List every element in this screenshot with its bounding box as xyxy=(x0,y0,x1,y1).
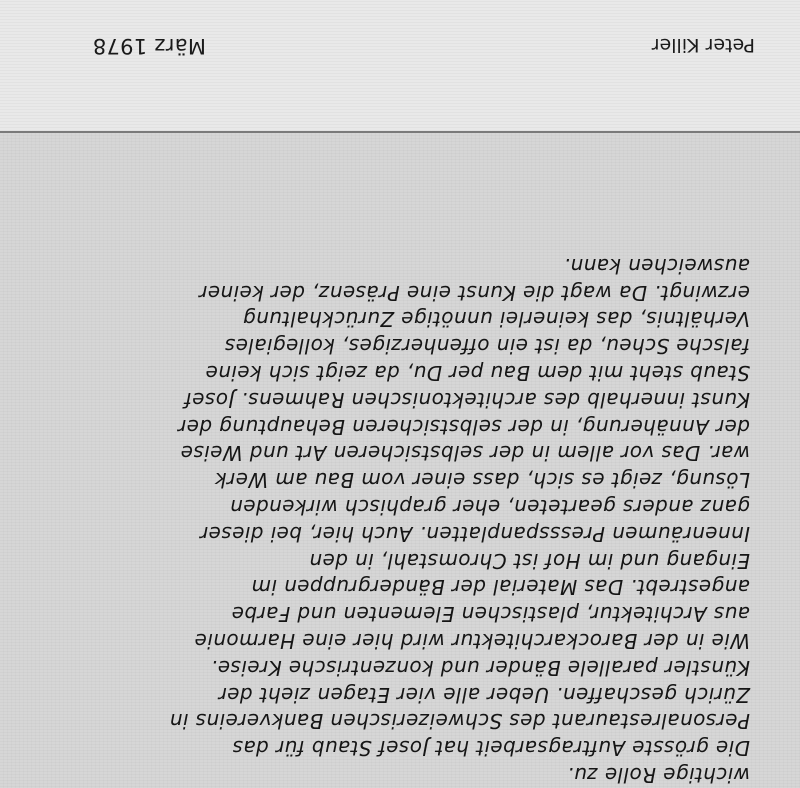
text-line: angestrebt. Das Material der Bändergruppen im xyxy=(251,575,750,600)
text-line: Staub steht mit dem Bau per Du, da zeigt sich keine xyxy=(205,361,750,386)
text-line: war. Das vor allem in der selbstsicheren Art und Weise xyxy=(180,441,750,466)
text-line: Wie in der Barockarchitektur wird hier eine Harmonie xyxy=(194,629,750,654)
text-line: Die grösste Auftragsarbeit hat Josef Staub für das xyxy=(232,736,750,761)
text-line: Kunst innerhalb des architektonischen Rahmens. Josef xyxy=(184,387,750,412)
text-line: Lösung, zeigt es sich, dass einer vom Bau am Werk xyxy=(214,468,750,493)
text-line: ausweichen kann. xyxy=(563,253,750,278)
article-body xyxy=(30,252,750,788)
text-line: Innenräumen Pressspanplatten. Auch hier, bei dieser xyxy=(199,521,750,546)
text-line: Verhältnis, das keinerlei unnötige Zurückhaltung xyxy=(242,307,750,332)
page-footer-strip xyxy=(0,0,800,133)
text-line: Künstler parallele Bänder und konzentrische Kreise. xyxy=(210,655,750,680)
text-line: erzwingt. Da wagt die Kunst eine Präsenz, der keiner xyxy=(198,280,750,305)
footer-author: Peter Killer xyxy=(651,34,755,56)
text-line: ganz anders gearteten, eher graphisch wirkenden xyxy=(229,495,750,520)
text-line: aus Architektur, plastischen Elementen und Farbe xyxy=(231,602,750,627)
footer-date: März 1978 xyxy=(92,34,206,58)
page-footer xyxy=(0,28,800,58)
text-line: falsche Scheu, da ist ein offenherziges, kollegiales xyxy=(224,334,750,359)
text-line: Eingang und im Hof ist Chromstahl, in den xyxy=(309,548,750,573)
text-line: der Annäherung, in der selbstsicheren Behauptung der xyxy=(177,414,750,439)
text-line: Zürich geschaffen. Ueber alle vier Etagen zieht der xyxy=(218,682,750,707)
text-line: wichtige Rolle zu. xyxy=(567,763,750,787)
text-line: Personalrestaurant des Schweizerischen Bankvereins in xyxy=(169,709,750,734)
